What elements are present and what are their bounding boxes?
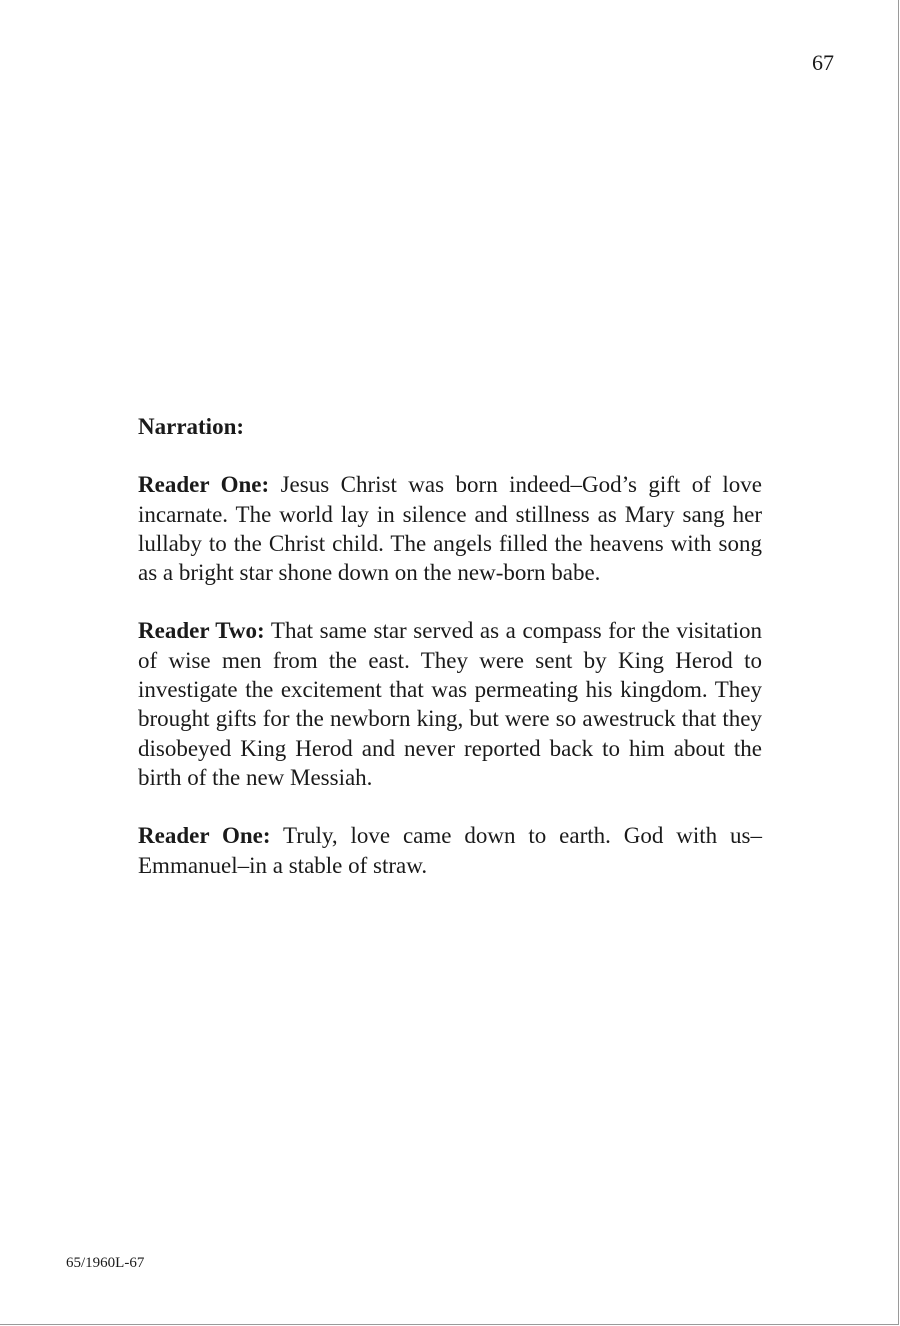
speaker-label: Reader One: [138, 823, 271, 849]
paragraph-text: Jesus Christ was born indeed–God’s gift of love incarnate. The world lay in silence and stillness as Mary sang her lullaby to the Christ child. The angels filled the heavens with song as a bright star shone down on the new-born babe. [138, 472, 762, 586]
paragraph-text: Truly, love came down to earth. God with us–Emmanuel–in a stable of straw. [138, 823, 762, 878]
footer-code: 65/1960L-67 [66, 1255, 145, 1271]
paragraph-reader-one-second [138, 821, 762, 880]
speaker-label: Reader Two: [138, 618, 265, 644]
narration-section [138, 412, 762, 909]
section-heading: Narration: [138, 414, 245, 439]
speaker-label: Reader One: [138, 472, 270, 498]
paragraph-reader-two [138, 616, 762, 792]
page-number: 67 [812, 50, 834, 75]
paragraph-text: That same star served as a compass for the visitation of wise men from the east. They were sent by King Herod to investigate the excitement that was permeating his kingdom. They brought gifts for the newborn king, but were so awestruck that they disobeyed King Herod and never reported back to him about the birth of the new Messiah. [138, 618, 762, 790]
paragraph-reader-one-first [138, 470, 762, 587]
